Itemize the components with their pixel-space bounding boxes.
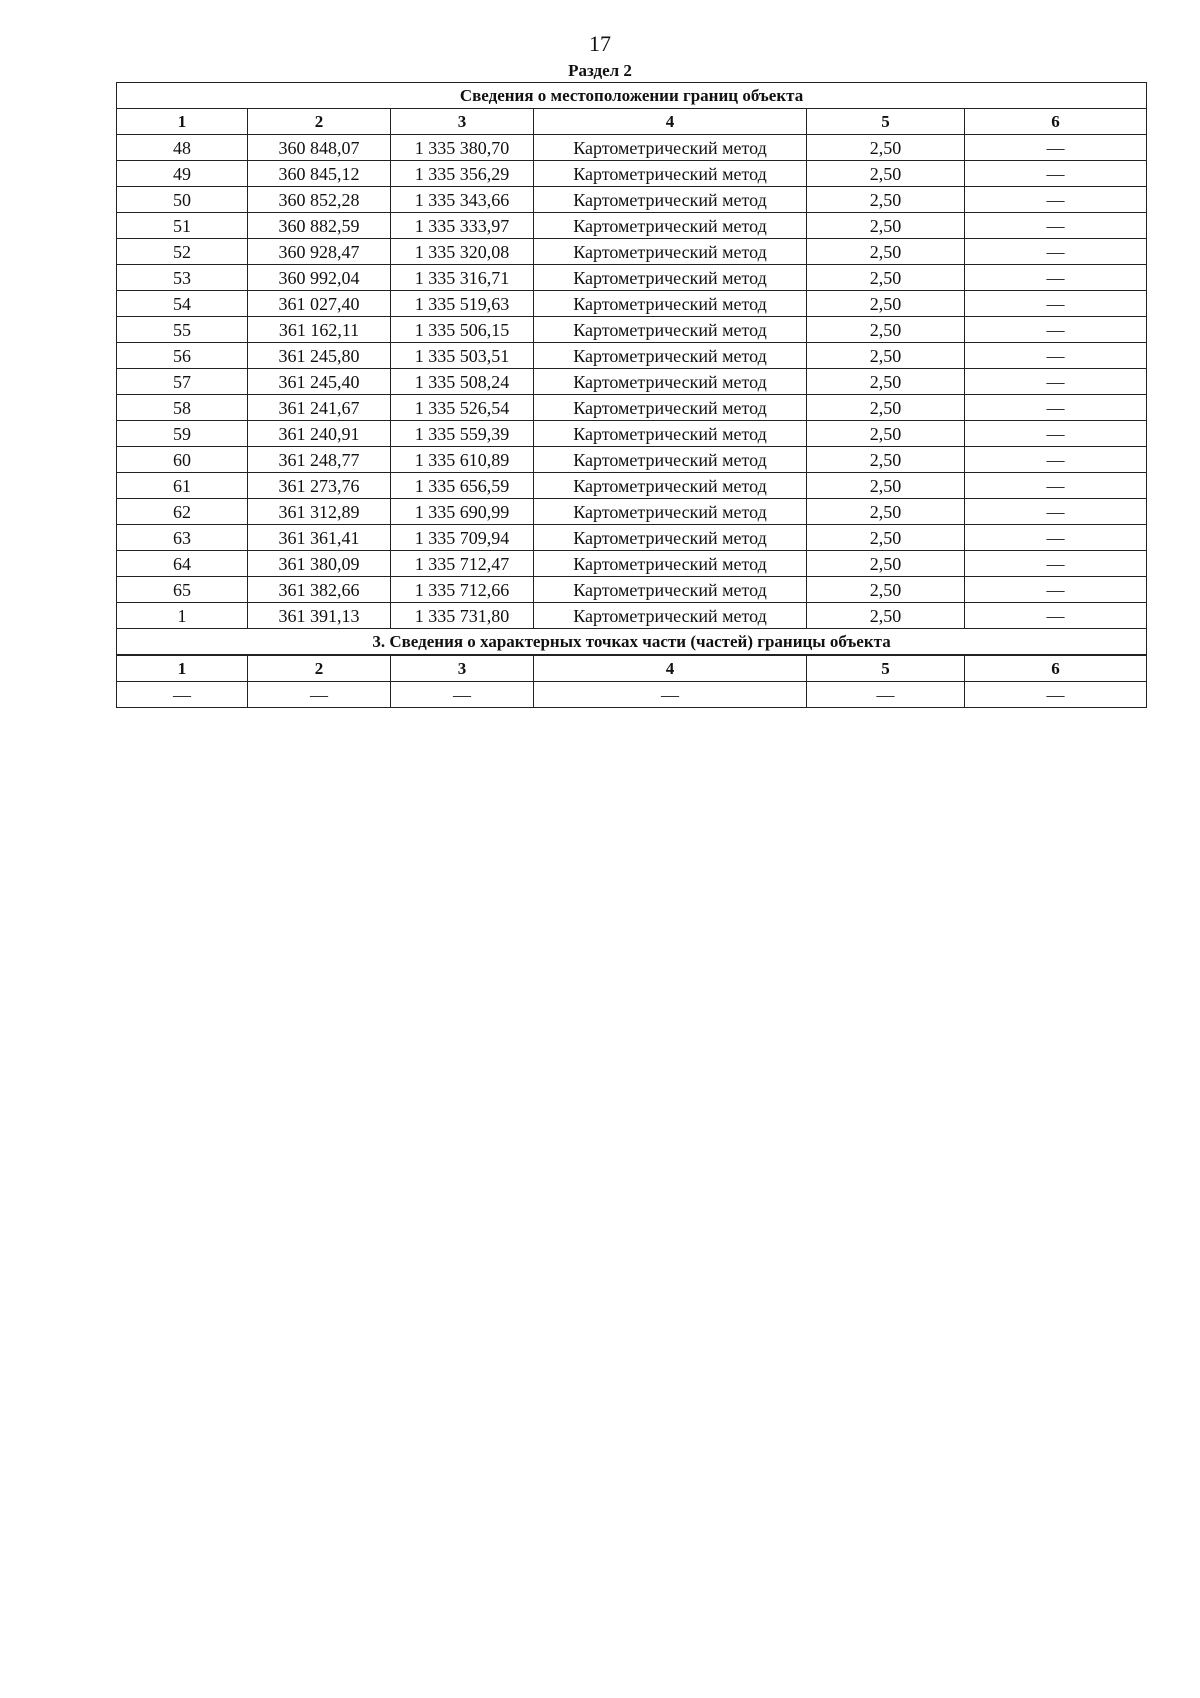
table-row — [117, 213, 1147, 239]
table-cell: 53 — [117, 265, 248, 291]
table-heading-row — [117, 83, 1147, 109]
table-cell: 2,50 — [807, 317, 965, 343]
table-cell: 361 273,76 — [248, 473, 391, 499]
table-row — [117, 551, 1147, 577]
table-cell: 2,50 — [807, 135, 965, 161]
table-cell: — — [965, 603, 1147, 629]
table-cell: 361 380,09 — [248, 551, 391, 577]
table-cell: 58 — [117, 395, 248, 421]
table-cell: 1 335 320,08 — [391, 239, 534, 265]
table-row — [117, 161, 1147, 187]
table-cell: 1 — [117, 603, 248, 629]
table-cell: Картометрический метод — [534, 551, 807, 577]
table-cell: Картометрический метод — [534, 395, 807, 421]
table-cell: 361 391,13 — [248, 603, 391, 629]
table-cell: — — [807, 682, 965, 708]
table-cell: 61 — [117, 473, 248, 499]
table-heading: Сведения о местоположении границ объекта — [117, 83, 1147, 109]
table-row — [117, 343, 1147, 369]
table-cell: Картометрический метод — [534, 499, 807, 525]
table-cell: 361 248,77 — [248, 447, 391, 473]
table-cell: Картометрический метод — [534, 473, 807, 499]
table-cell: 51 — [117, 213, 248, 239]
table-cell: 59 — [117, 421, 248, 447]
table-cell: 60 — [117, 447, 248, 473]
table-cell: 361 162,11 — [248, 317, 391, 343]
table-row — [117, 265, 1147, 291]
table-cell: 2,50 — [807, 239, 965, 265]
table-cell: Картометрический метод — [534, 343, 807, 369]
table-cell: 2,50 — [807, 369, 965, 395]
table-cell: 361 312,89 — [248, 499, 391, 525]
table-cell: 49 — [117, 161, 248, 187]
table-cell: — — [965, 577, 1147, 603]
table-cell: 48 — [117, 135, 248, 161]
table-cell: 1 335 610,89 — [391, 447, 534, 473]
table-cell: 1 335 526,54 — [391, 395, 534, 421]
table-cell: 2,50 — [807, 265, 965, 291]
table-cell: 52 — [117, 239, 248, 265]
table-cell: 2,50 — [807, 603, 965, 629]
table-cell: 360 848,07 — [248, 135, 391, 161]
table-cell: — — [248, 682, 391, 708]
table-cell: 1 335 503,51 — [391, 343, 534, 369]
table-cell: Картометрический метод — [534, 577, 807, 603]
column-number-row — [117, 109, 1147, 135]
table-cell: 1 335 690,99 — [391, 499, 534, 525]
table-cell: 1 335 343,66 — [391, 187, 534, 213]
table-cell: 2,50 — [807, 447, 965, 473]
table-cell: 2,50 — [807, 421, 965, 447]
table-cell: — — [965, 525, 1147, 551]
table-cell: 1 335 356,29 — [391, 161, 534, 187]
table-row — [117, 395, 1147, 421]
table-cell: 1 335 380,70 — [391, 135, 534, 161]
table-cell: — — [965, 682, 1147, 708]
table-cell: 361 245,40 — [248, 369, 391, 395]
column-number: 2 — [248, 655, 391, 682]
table-row — [117, 317, 1147, 343]
table-cell: 360 882,59 — [248, 213, 391, 239]
table-cell: 360 992,04 — [248, 265, 391, 291]
table-cell: Картометрический метод — [534, 161, 807, 187]
table-cell: 361 027,40 — [248, 291, 391, 317]
table-cell: 64 — [117, 551, 248, 577]
table-cell: 2,50 — [807, 551, 965, 577]
part-table-row — [117, 682, 1147, 708]
table-row — [117, 239, 1147, 265]
table-cell: — — [965, 317, 1147, 343]
table-cell: 360 852,28 — [248, 187, 391, 213]
column-number: 5 — [807, 109, 965, 135]
section-title: Раздел 2 — [568, 61, 632, 80]
boundary-points-table — [116, 82, 1147, 708]
column-number: 5 — [807, 655, 965, 682]
part-column-number-row — [117, 655, 1147, 682]
table-cell: Картометрический метод — [534, 291, 807, 317]
table-cell: — — [965, 395, 1147, 421]
column-number: 6 — [965, 109, 1147, 135]
table-cell: Картометрический метод — [534, 213, 807, 239]
table-row — [117, 135, 1147, 161]
table-cell: Картометрический метод — [534, 421, 807, 447]
table-cell: 361 240,91 — [248, 421, 391, 447]
table-cell: Картометрический метод — [534, 603, 807, 629]
table-cell: 2,50 — [807, 577, 965, 603]
table-cell: — — [965, 213, 1147, 239]
table-cell: 1 335 316,71 — [391, 265, 534, 291]
table-row — [117, 421, 1147, 447]
table-cell: 1 335 709,94 — [391, 525, 534, 551]
table-cell: 1 335 333,97 — [391, 213, 534, 239]
table-cell: 2,50 — [807, 395, 965, 421]
column-number: 1 — [117, 109, 248, 135]
table-cell: Картометрический метод — [534, 447, 807, 473]
table-cell: Картометрический метод — [534, 265, 807, 291]
table-row — [117, 369, 1147, 395]
column-number: 2 — [248, 109, 391, 135]
part-heading: 3. Сведения о характерных точках части (частей) границы объекта — [117, 629, 1147, 656]
table-cell: 1 335 508,24 — [391, 369, 534, 395]
table-cell: 360 928,47 — [248, 239, 391, 265]
table-cell: 2,50 — [807, 499, 965, 525]
table-cell: 1 335 506,15 — [391, 317, 534, 343]
table-cell: 361 241,67 — [248, 395, 391, 421]
table-cell: 1 335 656,59 — [391, 473, 534, 499]
table-cell: 57 — [117, 369, 248, 395]
table-cell: — — [117, 682, 248, 708]
table-cell: 2,50 — [807, 473, 965, 499]
table-cell: 1 335 519,63 — [391, 291, 534, 317]
table-cell: Картометрический метод — [534, 135, 807, 161]
table-cell: — — [965, 369, 1147, 395]
table-cell: — — [965, 421, 1147, 447]
table-cell: 54 — [117, 291, 248, 317]
table-cell: — — [965, 551, 1147, 577]
table-row — [117, 187, 1147, 213]
table-row — [117, 473, 1147, 499]
page-number: 17 — [589, 31, 611, 56]
table-row — [117, 603, 1147, 629]
table-cell: — — [965, 343, 1147, 369]
table-cell: — — [965, 239, 1147, 265]
table-cell: — — [965, 291, 1147, 317]
table-cell: — — [965, 447, 1147, 473]
column-number: 3 — [391, 109, 534, 135]
column-number: 6 — [965, 655, 1147, 682]
table-cell: 55 — [117, 317, 248, 343]
table-cell: 2,50 — [807, 213, 965, 239]
table-cell: Картометрический метод — [534, 187, 807, 213]
table-cell: Картометрический метод — [534, 239, 807, 265]
table-cell: 63 — [117, 525, 248, 551]
table-row — [117, 291, 1147, 317]
table-cell: — — [534, 682, 807, 708]
table-cell: — — [965, 265, 1147, 291]
table-cell: 1 335 712,66 — [391, 577, 534, 603]
table-cell: 2,50 — [807, 343, 965, 369]
table-cell: Картометрический метод — [534, 317, 807, 343]
table-cell: — — [965, 135, 1147, 161]
table-cell: 361 382,66 — [248, 577, 391, 603]
table-cell: 2,50 — [807, 525, 965, 551]
table-cell: 1 335 731,80 — [391, 603, 534, 629]
column-number: 4 — [534, 109, 807, 135]
table-cell: 2,50 — [807, 291, 965, 317]
table-cell: 361 361,41 — [248, 525, 391, 551]
table-row — [117, 499, 1147, 525]
table-cell: 50 — [117, 187, 248, 213]
table-cell: — — [391, 682, 534, 708]
column-number: 1 — [117, 655, 248, 682]
table-cell: Картометрический метод — [534, 525, 807, 551]
table-cell: 1 335 712,47 — [391, 551, 534, 577]
table-row — [117, 447, 1147, 473]
table-cell: 62 — [117, 499, 248, 525]
table-cell: 2,50 — [807, 161, 965, 187]
table-cell: 56 — [117, 343, 248, 369]
column-number: 3 — [391, 655, 534, 682]
table-cell: — — [965, 187, 1147, 213]
table-cell: Картометрический метод — [534, 369, 807, 395]
table-row — [117, 525, 1147, 551]
table-cell: 361 245,80 — [248, 343, 391, 369]
table-cell: — — [965, 473, 1147, 499]
table-cell: 65 — [117, 577, 248, 603]
table-cell: — — [965, 499, 1147, 525]
table-cell: 2,50 — [807, 187, 965, 213]
table-body — [117, 83, 1147, 708]
table-cell: 1 335 559,39 — [391, 421, 534, 447]
column-number: 4 — [534, 655, 807, 682]
table-row — [117, 577, 1147, 603]
table-cell: — — [965, 161, 1147, 187]
part-heading-row — [117, 629, 1147, 656]
table-cell: 360 845,12 — [248, 161, 391, 187]
